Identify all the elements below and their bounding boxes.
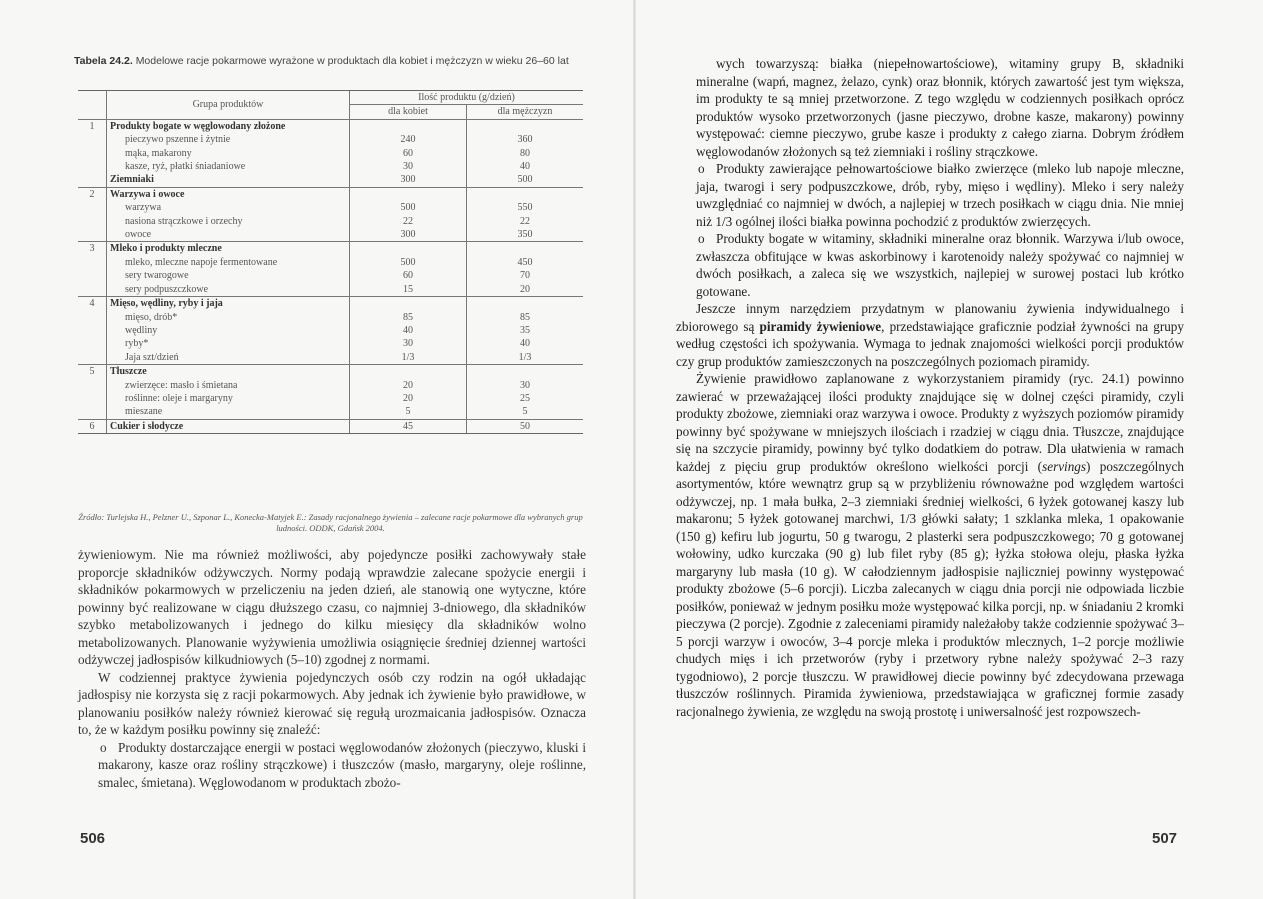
table-row	[78, 228, 583, 242]
paragraph-text: Żywienie prawidłowo zaplanowane z wykorzystaniem piramidy (ryc. 24.1) powinno zawierać w przeważającej ilości produkty znajdujące się w dolnej części piramidy, czyli produkty zbożowe, ziemniaki oraz warzywa i owoce. Produkty z wyższych poziomów piramidy powinny być spożywane w mniejszych ilościach i rzadziej w ciągu dnia. Tłuszcze, znajdujące się na szczycie piramidy, powinny być tylko dodatkiem do potraw. Dla ułatwienia w ramach każdej z pięciu grup produktów określono wielkości porcji (	[676, 371, 1184, 474]
bullet-mark: o	[698, 231, 705, 246]
header-num	[78, 91, 107, 120]
diet-table	[78, 90, 583, 434]
table-row	[78, 269, 583, 282]
table-caption	[74, 55, 586, 68]
row-value-men: 25	[467, 392, 584, 405]
page-number-right: 507	[1152, 830, 1178, 847]
row-value-women: 500	[350, 256, 467, 269]
header-women: dla kobiet	[350, 105, 467, 119]
row-value-women: 85	[350, 311, 467, 324]
row-value-women: 40	[350, 324, 467, 337]
row-label: mąka, makarony	[125, 147, 192, 159]
table-row	[78, 405, 583, 419]
row-label: Jaja szt/dzień	[125, 351, 179, 363]
row-label: sery twarogowe	[125, 270, 189, 282]
row-value-men: 35	[467, 324, 584, 337]
caption-text: Modelowe racje pokarmowe wyrażone w produktach dla kobiet i mężczyzn w wieku 26–60 lat	[135, 55, 569, 67]
group-value-women	[350, 119, 467, 133]
bullet-continuation	[676, 55, 1184, 160]
group-value-men	[467, 187, 584, 201]
bullet-item	[78, 739, 586, 792]
row-value-women: 22	[350, 215, 467, 228]
table-group-row	[78, 119, 583, 133]
group-value-men	[467, 119, 584, 133]
left-body-text	[78, 546, 586, 791]
table-row	[78, 379, 583, 392]
header-amount: Ilość produktu (g/dzień)	[350, 91, 584, 105]
page-number-left: 506	[80, 830, 106, 847]
row-label: mieszane	[125, 406, 163, 418]
group-title: Mięso, wędliny, ryby i jaja	[107, 297, 350, 311]
table-row	[78, 324, 583, 337]
paragraph: żywieniowym. Nie ma również możliwości, aby pojedyncze posiłki zachowywały stałe proporcje składników odżywczych. Normy podają wprawdzie zalecane spożycie energii i składników pokarmowych w przeliczeniu na jeden dzień, ale stanowią one wytyczne, które powinny być realizowane w ciągu dłuższego czasu, co najmniej 3-dniowego, dla składników szybko metabolizowanych i jednego do kilku miesięcy dla składników wolno metabolizowanych. Planowanie wyżywienia umożliwia osiągnięcie średniej dziennej wartości odżywczej jadłospisów kilkudniowych (5–10) zgodnej z normami.	[78, 547, 586, 667]
italic-term: servings	[1042, 458, 1087, 474]
row-value-women: 300	[350, 228, 467, 242]
group-number: 3	[78, 242, 107, 297]
bullet-text: Produkty dostarczające energii w postaci węglowodanów złożonych (pieczywo, kluski i makarony, kasze oraz rośliny strączkowe) i tłuszczów (masło, margaryny, oleje roślinne, smalec, śmietana). Węglowodanom w produktach zbożo-	[98, 739, 586, 790]
table-row	[78, 133, 583, 146]
row-value-men: 1/3	[467, 351, 584, 365]
bold-term: piramidy żywieniowe	[759, 318, 882, 334]
row-value-women: 300	[350, 173, 467, 187]
group-title: Warzywa i owoce	[107, 187, 350, 201]
paragraph-text: , przedstawiające graficznie podział żywności na grupy według częstości ich spożywania. Wymaga to jednak znajomości wielkości porcji produktów czy grup produktów zamieszczonych na poszczególnych poziomach piramidy.	[676, 318, 1184, 369]
row-label: nasiona strączkowe i orzechy	[125, 215, 243, 227]
table-group-row	[78, 297, 583, 311]
group-value-women	[350, 297, 467, 311]
group-number: 2	[78, 187, 107, 242]
row-value-men: 5	[467, 405, 584, 419]
row-label: warzywa	[125, 202, 162, 214]
table-row	[78, 147, 583, 160]
group-value-women	[350, 242, 467, 256]
paragraph	[676, 300, 1184, 370]
header-men: dla mężczyzn	[467, 105, 584, 119]
row-label: roślinne: oleje i margaryny	[125, 392, 233, 404]
group-number: 4	[78, 297, 107, 365]
table-header-row	[78, 91, 583, 105]
table-row	[78, 173, 583, 187]
group-title: Mleko i produkty mleczne	[107, 242, 350, 256]
row-value-women: 60	[350, 269, 467, 282]
row-label: sery podpuszczkowe	[125, 283, 209, 295]
row-value-women: 60	[350, 147, 467, 160]
table-group-row	[78, 419, 583, 433]
table-source: Źródło: Turlejska H., Pelzner U., Szponar L., Konecka-Matyjek E.: Zasady racjonalnego żywienia – zalecane racje pokarmowe dla wybranych grup ludności. ODDK, Gdańsk 2004.	[78, 512, 583, 533]
paragraph-text: ) poszczególnych asortymentów, które wewnątrz grup są w przybliżeniu równoważne pod względem wartości odżywczej, np. 1 mała bułka, 2–3 ziemniaki średniej wielkości, 6 łyżek gotowanej kaszy lub makaronu; 5 łyżek gotowanej marchwi, 1/3 główki sałaty; 1 szklanka mleka, 1 opakowanie (150 g) kefiru lub jogurtu, 50 g twarogu, 2 plasterki sera podpuszczkowego; 70 g gotowanej wołowiny, udko kurczaka (90 g) lub filet ryby (85 g); łyżka stołowa oleju, płaska łyżka margaryny lub masła (10 g). W całodziennym jadłospisie najliczniej powinny występować produkty zbożowe (5–6 porcji). Liczba zalecanych w ciągu dnia porcji nie odpowiada liczbie posiłków, ponieważ w jednym posiłku może występować kilka porcji, np. w śniadaniu 2 kromki pieczywa (2 porcje). Zgodnie z zaleceniami piramidy należałoby także codziennie spożywać 3–5 porcji warzyw i owoców, 3–4 porcje mleka i produktów mlecznych, 1–2 porcje możliwie chudych mięs i ich przetworów (ryby i przetwory rybne należy spożywać 2–3 razy tygodniowo), 2 porcje tłuszczu. W prawidłowej diecie powinny być zdecydowana przewaga tłuszczów roślinnych. Piramida żywieniowa, przedstawiająca w graficznej formie zasady racjonalnego żywienia, ze względu na swoją prostotę i uniwersalność jest rozpowszech-	[676, 458, 1184, 719]
paragraph	[676, 370, 1184, 720]
bullet-text: Produkty bogate w witaminy, składniki mineralne oraz błonnik. Warzywa i/lub owoce, zwłaszcza obfitujące w kwas askorbinowy i karotenoidy należy spożywać co najmniej w dwóch posiłkach, a zaleca się we wszystkich, najlepiej w surowej postaci lub krótko gotowane.	[696, 231, 1184, 299]
table-row	[78, 392, 583, 405]
row-value-men: 20	[467, 283, 584, 297]
row-value-men: 550	[467, 201, 584, 214]
table-row	[78, 160, 583, 173]
row-label: mleko, mleczne napoje fermentowane	[125, 256, 278, 268]
table-group-row	[78, 187, 583, 201]
row-label: zwierzęce: masło i śmietana	[125, 379, 238, 391]
row-value-men: 85	[467, 311, 584, 324]
group-value-men	[467, 297, 584, 311]
row-value-women: 15	[350, 283, 467, 297]
row-value-women: 30	[350, 160, 467, 173]
group-number: 5	[78, 365, 107, 420]
row-value-men: 350	[467, 228, 584, 242]
table-row	[78, 311, 583, 324]
row-value-men: 80	[467, 147, 584, 160]
group-value-women	[350, 365, 467, 379]
group-value-men: 50	[467, 419, 584, 433]
group-value-men	[467, 365, 584, 379]
table-group-row	[78, 242, 583, 256]
row-value-women: 20	[350, 392, 467, 405]
group-value-women: 45	[350, 419, 467, 433]
group-number: 1	[78, 119, 107, 187]
bullet-item	[676, 160, 1184, 230]
row-value-men: 30	[467, 379, 584, 392]
table-row	[78, 351, 583, 365]
table-group-row	[78, 365, 583, 379]
group-value-men	[467, 242, 584, 256]
bullet-mark: o	[698, 161, 705, 176]
row-value-men: 40	[467, 160, 584, 173]
paragraph: W codziennej praktyce żywienia pojedynczych osób czy rodzin na ogół układając jadłospisy nie korzysta się z racji pokarmowych. Aby jednak ich żywienie było prawidłowe, w planowaniu posiłków należy również kierować się regułą urozmaicania jadłospisów. Oznacza to, że w każdym posiłku powinny się znaleźć:	[78, 669, 586, 737]
row-label: wędliny	[125, 324, 158, 336]
row-value-men: 450	[467, 256, 584, 269]
table-row	[78, 201, 583, 214]
row-label: pieczywo pszenne i żytnie	[125, 134, 231, 146]
right-body-text	[676, 55, 1184, 720]
row-value-men: 40	[467, 337, 584, 350]
bullet-text: Produkty zawierające pełnowartościowe białko zwierzęce (mleko lub napoje mleczne, jaja, twarogi i sery podpuszczkowe, drób, ryby, mięso i wędliny). Mleko i sery należy uwzględniać co najmniej w dwóch, a najlepiej w trzech posiłkach w ciągu dnia. Nie mniej niż 1/3 ogólnej ilości białka powinna pochodzić z produktów zwierzęcych.	[696, 161, 1184, 229]
group-title: Tłuszcze	[107, 365, 350, 379]
bullet-text: wych towarzyszą: białka (niepełnowartościowe), witaminy grupy B, składniki mineralne (wapń, magnez, żelazo, cynk) oraz błonnik, których zawartość jest tym większa, im produkty te są mniej przetworzone. Z tego względu w codziennych posiłkach oprócz produktów wysoko przetworzonych (jasne pieczywo, drobne kasze, makarony) powinny występować: ciemne pieczywo, grube kasze i produkty z całego ziarna. Dobrym źródłem węglowodanów złożonych są też ziemniaki i rośliny strączkowe.	[696, 56, 1184, 159]
row-value-men: 70	[467, 269, 584, 282]
row-label: Ziemniaki	[110, 174, 154, 186]
row-label: kasze, ryż, płatki śniadaniowe	[125, 161, 246, 173]
paragraph-text: Jeszcze innym narzędziem przydatnym w planowaniu żywienia indywidualnego i zbiorowego są	[676, 301, 1184, 334]
row-value-women: 240	[350, 133, 467, 146]
row-label: mięso, drób*	[125, 311, 178, 323]
bullet-item	[676, 230, 1184, 300]
row-value-women: 5	[350, 405, 467, 419]
row-value-women: 500	[350, 201, 467, 214]
row-value-women: 20	[350, 379, 467, 392]
row-value-men: 22	[467, 215, 584, 228]
row-value-men: 500	[467, 173, 584, 187]
row-label: owoce	[125, 229, 152, 241]
header-group: Grupa produktów	[107, 91, 350, 120]
table-row	[78, 256, 583, 269]
group-number: 6	[78, 419, 107, 433]
table-row	[78, 283, 583, 297]
row-label: ryby*	[125, 338, 149, 350]
row-value-women: 1/3	[350, 351, 467, 365]
bullet-mark: o	[100, 739, 107, 755]
row-value-men: 360	[467, 133, 584, 146]
group-title: Produkty bogate w węglowodany złożone	[107, 119, 350, 133]
row-value-women: 30	[350, 337, 467, 350]
table-row	[78, 337, 583, 350]
group-value-women	[350, 187, 467, 201]
caption-label: Tabela 24.2.	[74, 55, 133, 67]
group-title: Cukier i słodycze	[107, 419, 350, 433]
table-row	[78, 215, 583, 228]
